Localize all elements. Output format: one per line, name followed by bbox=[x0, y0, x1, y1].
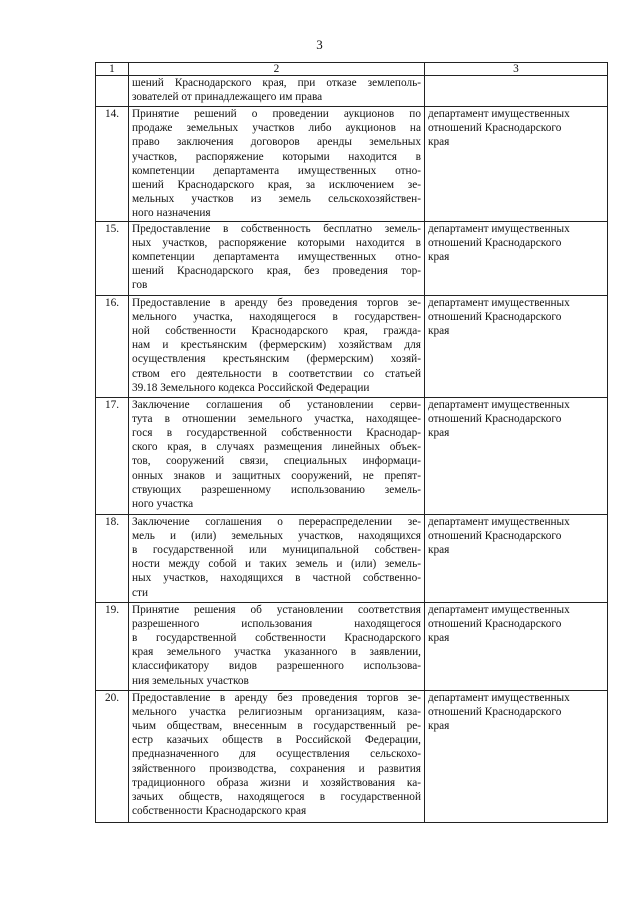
service-description bbox=[129, 397, 425, 514]
service-line: чьим обществам, внесенным в государственный ре- bbox=[132, 720, 421, 733]
department-line: края bbox=[428, 720, 450, 733]
responsible-department bbox=[425, 690, 608, 822]
service-line: традиционного образа жизни и хозяйствования ка- bbox=[132, 776, 421, 789]
responsible-department bbox=[425, 76, 608, 107]
service-line: зачьих обществ, находящегося в государственной bbox=[132, 791, 421, 804]
service-line: осуществления крестьянским (фермерским) хозяй- bbox=[132, 353, 421, 366]
department-line: департамент имущественных bbox=[428, 296, 570, 309]
service-line: ных участков, распоряжение которыми находится в bbox=[132, 236, 421, 249]
department-line: края bbox=[428, 632, 450, 645]
table-row-15 bbox=[96, 221, 608, 295]
service-line: Заключение соглашения об установлении серви- bbox=[132, 398, 421, 411]
row-number: 20. bbox=[96, 690, 129, 822]
table-row-16 bbox=[96, 295, 608, 397]
service-line: мельного участка религиозным организациям, каза- bbox=[132, 705, 421, 718]
department-line: департамент имущественных bbox=[428, 603, 570, 616]
department-line: отношений Краснодарского bbox=[428, 412, 562, 425]
responsible-department bbox=[425, 107, 608, 222]
table-row-continuation bbox=[96, 76, 608, 107]
department-line: края bbox=[428, 544, 450, 557]
service-line: сти bbox=[132, 586, 148, 599]
service-line: зяйственного производства, сохранения и развития bbox=[132, 762, 421, 775]
department-line: края bbox=[428, 251, 450, 264]
service-description bbox=[129, 514, 425, 602]
service-line: нам и крестьянским (фермерским) хозяйствам для bbox=[132, 339, 421, 352]
service-line: в государственной собственности Краснодарского bbox=[132, 632, 421, 645]
service-line: шений Краснодарского края, без проведения тор- bbox=[132, 265, 421, 278]
department-line: отношений Краснодарского bbox=[428, 529, 562, 542]
service-line: ного назначения bbox=[132, 207, 211, 220]
department-line: отношений Краснодарского bbox=[428, 705, 562, 718]
service-description bbox=[129, 295, 425, 397]
service-line: зователей от принадлежащего им права bbox=[132, 91, 323, 104]
department-line: департамент имущественных bbox=[428, 515, 570, 528]
department-line: департамент имущественных bbox=[428, 108, 570, 120]
service-line: шений Краснодарского края, при отказе землеполь- bbox=[132, 77, 421, 89]
service-line: Заключение соглашения о перераспределении зе- bbox=[132, 515, 421, 528]
service-line: ного участка bbox=[132, 498, 194, 511]
page-number: 3 bbox=[316, 37, 323, 52]
service-line: ной собственности Краснодарского края, гражда- bbox=[132, 325, 421, 338]
service-line: разрешенного использования находящегося bbox=[132, 617, 421, 630]
service-line: онных знаков и защитных сооружений, не препят- bbox=[132, 469, 421, 482]
service-line: Предоставление в собственность бесплатно земель- bbox=[132, 222, 421, 235]
service-line: мель и (или) земельных участков, находящихся bbox=[132, 529, 421, 542]
service-line: участков, распоряжение которыми находится в bbox=[132, 150, 421, 163]
table-header-row bbox=[96, 63, 608, 76]
department-line: края bbox=[428, 325, 450, 338]
row-number: 18. bbox=[96, 514, 129, 602]
column-header-number: 1 bbox=[96, 63, 129, 76]
service-line: ности между собой и таких земель и (или) земель- bbox=[132, 558, 421, 571]
row-number bbox=[96, 76, 129, 107]
department-line: отношений Краснодарского bbox=[428, 122, 562, 135]
service-line: тута в отношении земельного участка, находящее- bbox=[132, 412, 421, 425]
service-line: ствующих разрешенному использованию земель- bbox=[132, 483, 421, 496]
service-description bbox=[129, 76, 425, 107]
department-line: отношений Краснодарского bbox=[428, 617, 562, 630]
service-line: шений Краснодарского края, за исключением зе- bbox=[132, 179, 421, 192]
department-line: отношений Краснодарского bbox=[428, 236, 562, 249]
service-line: в государственной или муниципальной собствен- bbox=[132, 544, 421, 557]
service-line: гов bbox=[132, 279, 148, 292]
service-line: компетенции департамента имущественных отно- bbox=[132, 251, 421, 264]
responsible-department bbox=[425, 514, 608, 602]
service-description bbox=[129, 221, 425, 295]
service-description bbox=[129, 107, 425, 222]
service-line: Принятие решений о проведении аукционов по bbox=[132, 108, 421, 120]
row-number: 17. bbox=[96, 397, 129, 514]
services-table bbox=[95, 62, 608, 823]
department-line: департамент имущественных bbox=[428, 222, 570, 235]
responsible-department bbox=[425, 295, 608, 397]
service-line: ского края, в случаях размещения линейных объек- bbox=[132, 441, 421, 454]
column-header-department: 3 bbox=[425, 63, 608, 76]
service-line: 39.18 Земельного кодекса Российской Федерации bbox=[132, 381, 370, 394]
table-row-14 bbox=[96, 107, 608, 222]
row-number: 19. bbox=[96, 602, 129, 690]
service-line: мельного участка, находящегося в государствен- bbox=[132, 310, 421, 323]
service-line: компетенции департамента имущественных отно- bbox=[132, 164, 421, 177]
service-line: ния земельных участков bbox=[132, 674, 249, 687]
responsible-department bbox=[425, 221, 608, 295]
service-line: тов, сооружений связи, специальных информаци- bbox=[132, 455, 421, 468]
row-number: 14. bbox=[96, 107, 129, 222]
row-number: 15. bbox=[96, 221, 129, 295]
service-line: ством его деятельности в соответствии со статьей bbox=[132, 367, 421, 380]
service-line: Предоставление в аренду без проведения торгов зе- bbox=[132, 691, 421, 704]
service-line: ных участков, находящихся в частной собственно- bbox=[132, 572, 421, 585]
service-line: естр казачьих обществ в Российской Федерации, bbox=[132, 734, 421, 747]
department-line: департамент имущественных bbox=[428, 691, 570, 704]
department-line: края bbox=[428, 427, 450, 440]
responsible-department bbox=[425, 602, 608, 690]
service-line: предназначенного для осуществления сельскохо- bbox=[132, 748, 421, 761]
service-line: собственности Краснодарского края bbox=[132, 805, 307, 818]
table-row-20 bbox=[96, 690, 608, 822]
department-line: департамент имущественных bbox=[428, 398, 570, 411]
table-row-18 bbox=[96, 514, 608, 602]
row-number: 16. bbox=[96, 295, 129, 397]
table-row-17 bbox=[96, 397, 608, 514]
responsible-department bbox=[425, 397, 608, 514]
column-header-service: 2 bbox=[129, 63, 425, 76]
service-line: Принятие решения об установлении соответствия bbox=[132, 603, 421, 616]
service-line: края земельного участка указанного в заявлении, bbox=[132, 646, 421, 659]
service-line: классификатору видов разрешенного использова- bbox=[132, 660, 421, 673]
department-line: отношений Краснодарского bbox=[428, 310, 562, 323]
service-description bbox=[129, 602, 425, 690]
table-row-19 bbox=[96, 602, 608, 690]
department-line: края bbox=[428, 136, 450, 149]
service-line: мельных участков из земель сельскохозяйствен- bbox=[132, 193, 421, 206]
service-line: Предоставление в аренду без проведения торгов зе- bbox=[132, 296, 421, 309]
service-line: право заключения договоров аренды земельных bbox=[132, 136, 421, 149]
service-line: гося в государственной собственности Краснодар- bbox=[132, 427, 421, 440]
service-description bbox=[129, 690, 425, 822]
service-line: продаже земельных участков либо аукционов на bbox=[132, 122, 421, 135]
